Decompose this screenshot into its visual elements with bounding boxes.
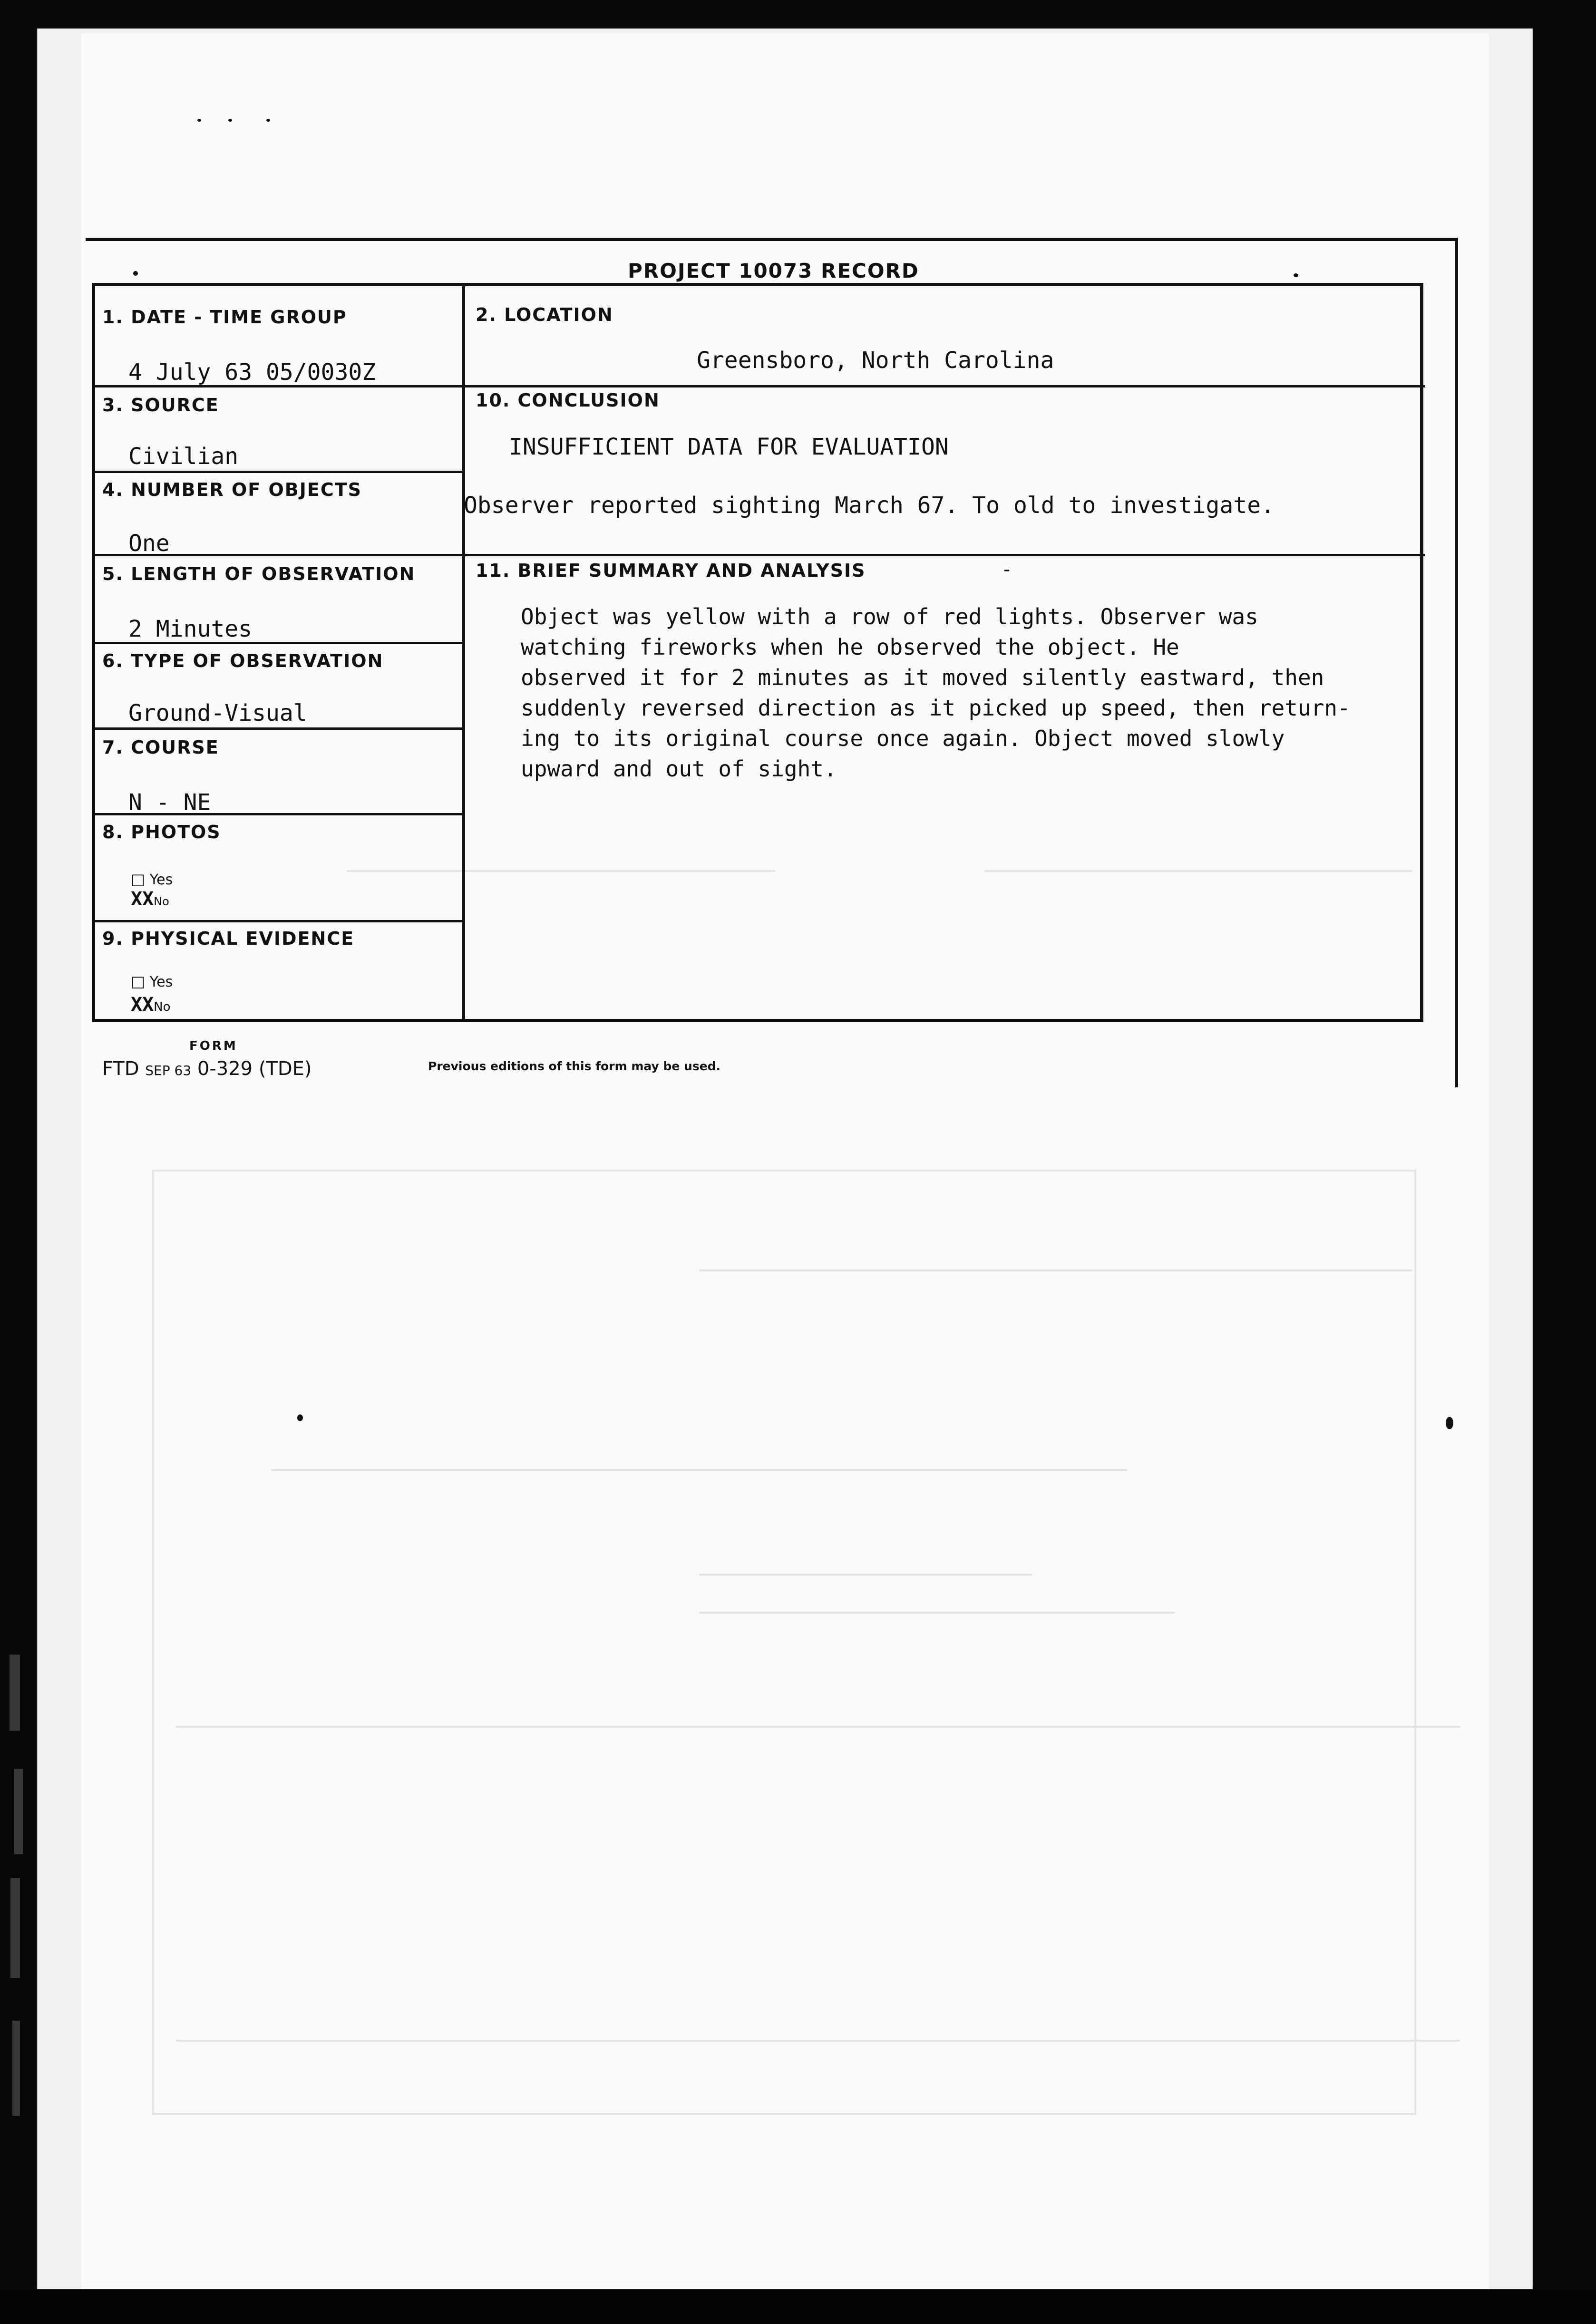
- edge-mark: [10, 1878, 20, 1978]
- summary-line: ing to its original course once again. Object moved slowly: [521, 726, 1285, 751]
- summary-dash: -: [1001, 559, 1013, 581]
- evidence-yes-option: [131, 972, 173, 990]
- footer-code-date: SEP 63: [145, 1063, 192, 1078]
- scan-speck: [266, 119, 270, 122]
- checkbox-icon: □: [131, 870, 146, 888]
- evidence-yes-label: Yes: [149, 974, 173, 990]
- checkbox-icon: □: [131, 972, 146, 990]
- edge-mark: [10, 1655, 20, 1731]
- row-divider: [93, 727, 464, 730]
- photos-label: 8. PHOTOS: [102, 822, 221, 842]
- form-title: PROJECT 10073 RECORD: [628, 259, 919, 282]
- evidence-no-mark: XX: [131, 994, 154, 1016]
- ghost-box: [152, 1170, 1416, 2115]
- column-divider: [462, 284, 465, 1021]
- footer-code-number: 0-329 (TDE): [197, 1058, 312, 1080]
- conclusion-note: Observer reported sighting March 67. To old to investigate.: [464, 492, 1275, 519]
- conclusion-value: INSUFFICIENT DATA FOR EVALUATION: [509, 434, 949, 460]
- num-objects-value: One: [128, 530, 170, 557]
- photos-yes-option: [131, 870, 173, 888]
- photos-yes-label: Yes: [149, 872, 173, 888]
- scan-speck: [1294, 273, 1298, 277]
- photos-no-label: No: [154, 895, 169, 908]
- conclusion-label: 10. CONCLUSION: [476, 390, 660, 411]
- edge-mark: [12, 2021, 20, 2116]
- location-label: 2. LOCATION: [476, 304, 613, 325]
- row-divider: [93, 920, 464, 922]
- summary-text: [521, 601, 1420, 784]
- date-time-value: 4 July 63 05/0030Z: [128, 359, 376, 386]
- scan-speck: [1446, 1417, 1453, 1429]
- scan-speck: [133, 271, 138, 276]
- summary-line: upward and out of sight.: [521, 756, 837, 782]
- scan-bottom-edge: [0, 2289, 1596, 2324]
- edge-mark: [14, 1769, 23, 1854]
- footer-form-word: FORM: [189, 1039, 238, 1053]
- num-objects-label: 4. NUMBER OF OBJECTS: [102, 479, 362, 500]
- evidence-no-label: No: [154, 1000, 171, 1014]
- type-value: Ground-Visual: [128, 700, 307, 726]
- row-divider: [93, 471, 464, 473]
- type-label: 6. TYPE OF OBSERVATION: [102, 650, 384, 671]
- summary-line: suddenly reversed direction as it picked up speed, then return-: [521, 695, 1351, 721]
- row-divider: [93, 554, 1425, 556]
- summary-label: 11. BRIEF SUMMARY AND ANALYSIS: [476, 560, 866, 581]
- scan-speck: [228, 119, 232, 122]
- summary-line: observed it for 2 minutes as it moved silently eastward, then: [521, 665, 1324, 690]
- scan-speck: [297, 1414, 303, 1421]
- length-label: 5. LENGTH OF OBSERVATION: [102, 563, 416, 584]
- length-value: 2 Minutes: [128, 616, 253, 642]
- photos-no-option: [131, 888, 169, 910]
- summary-line: Object was yellow with a row of red lights. Observer was: [521, 604, 1258, 629]
- physical-evidence-label: 9. PHYSICAL EVIDENCE: [102, 928, 355, 949]
- footer-note: Previous editions of this form may be used.: [428, 1059, 721, 1073]
- course-value: N - NE: [128, 789, 211, 816]
- location-value: Greensboro, North Carolina: [697, 347, 1054, 374]
- footer-code-left: FTD: [102, 1058, 139, 1080]
- photos-no-mark: XX: [131, 888, 154, 910]
- date-time-label: 1. DATE - TIME GROUP: [102, 307, 347, 328]
- scan-speck: [197, 119, 201, 122]
- course-label: 7. COURSE: [102, 737, 219, 758]
- summary-line: watching fireworks when he observed the object. He: [521, 634, 1179, 660]
- source-value: Civilian: [128, 443, 239, 470]
- evidence-no-option: [131, 994, 171, 1016]
- source-label: 3. SOURCE: [102, 395, 219, 416]
- footer-form-code: [102, 1058, 312, 1080]
